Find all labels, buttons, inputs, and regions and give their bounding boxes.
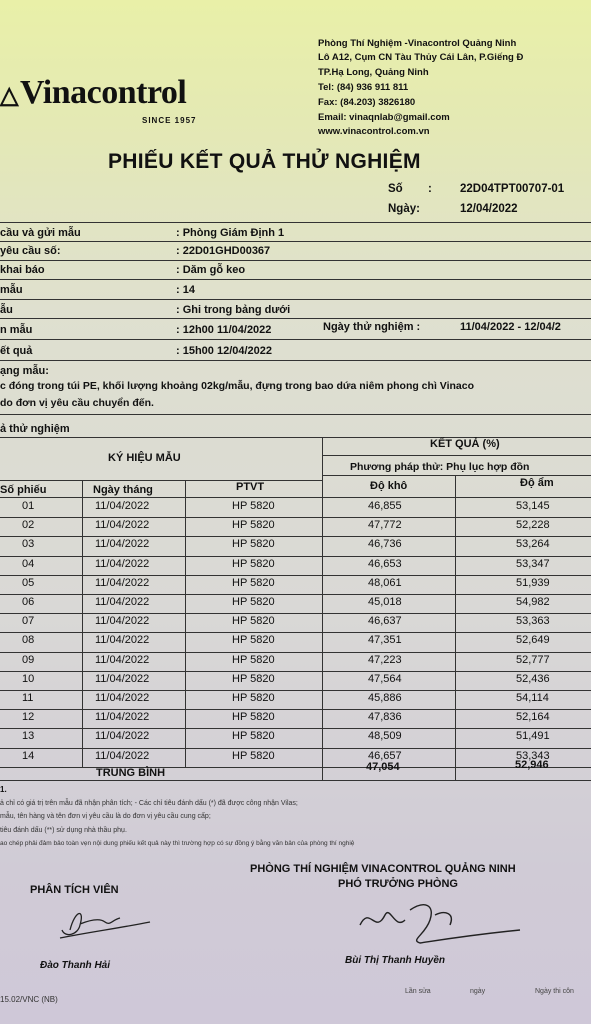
- contact-line: Lô A12, Cụm CN Tàu Thủy Cái Lân, P.Giếng Đ: [318, 52, 524, 63]
- info-label: ẫu: [0, 304, 13, 316]
- info-value: : 12h00 11/04/2022: [176, 324, 272, 336]
- col-so-phieu: Số phiếu: [0, 484, 47, 496]
- so-value: 22D04TPT00707-01: [460, 183, 565, 195]
- row-divider: [0, 690, 591, 691]
- col-divider: [82, 480, 83, 767]
- contact-line: Phòng Thí Nghiệm -Vinacontrol Quảng Ninh: [318, 38, 517, 49]
- table-cell: 53,264: [516, 538, 550, 551]
- contact-line: Email: vinaqnlab@gmail.com: [318, 112, 450, 123]
- avg-do-am: 52,946: [515, 759, 549, 771]
- row-divider: [0, 536, 591, 537]
- row-divider: [0, 748, 591, 749]
- table-cell: 46,855: [368, 500, 402, 512]
- table-cell: 12: [22, 711, 35, 724]
- avg-label: TRUNG BÌNH: [96, 767, 166, 779]
- divider: [0, 780, 591, 781]
- table-cell: 02: [22, 519, 35, 532]
- table-cell: 54,982: [516, 596, 550, 608]
- ngay-value: 12/04/2022: [460, 203, 518, 215]
- table-header-ketqua: KẾT QUẢ (%): [430, 438, 500, 450]
- footer-date: ngày: [470, 988, 486, 995]
- divider: [0, 767, 591, 768]
- table-cell: 51,491: [516, 730, 550, 743]
- avg-do-kho: 47,054: [366, 761, 400, 773]
- table-cell: 53,363: [516, 615, 550, 628]
- table-cell: HP 5820: [232, 500, 275, 512]
- info-value: : Ghi trong bảng dưới: [176, 304, 291, 316]
- table-cell: HP 5820: [232, 711, 275, 724]
- table-cell: HP 5820: [232, 692, 275, 704]
- ngay-label: Ngày:: [388, 203, 420, 215]
- note-line: tiêu đánh dấu (**) sử dụng nhà thầu phụ.: [0, 827, 127, 834]
- form-code: 15.02/VNC (NB): [0, 995, 58, 1004]
- table-cell: 11/04/2022: [95, 672, 150, 685]
- table-cell: 14: [22, 749, 35, 762]
- info-label: mẫu: [0, 284, 23, 296]
- divider: [0, 222, 591, 223]
- table-cell: 52,777: [516, 653, 550, 666]
- table-cell: 47,351: [368, 634, 402, 647]
- divider: [0, 241, 591, 242]
- contact-line: Tel: (84) 936 911 811: [318, 82, 409, 93]
- divider: [0, 480, 322, 481]
- divider: [0, 260, 591, 261]
- table-cell: 52,436: [516, 672, 550, 685]
- table-cell: 51,939: [516, 576, 550, 589]
- table-cell: 01: [22, 500, 35, 512]
- table-cell: 11/04/2022: [95, 576, 150, 589]
- table-cell: 53,347: [516, 557, 550, 570]
- logo-since: SINCE 1957: [142, 116, 197, 125]
- table-cell: 13: [22, 730, 35, 743]
- sample-state-text: c đóng trong túi PE, khối lượng khoảng 02kg/mẫu, đựng trong bao dứa niêm phong chì Vinaco: [0, 380, 475, 392]
- info-value: : 22D01GHD00367: [176, 245, 271, 257]
- row-divider: [0, 613, 591, 614]
- divider: [0, 414, 591, 415]
- table-cell: 11/04/2022: [95, 596, 150, 608]
- divider: [0, 497, 591, 498]
- notes-marker: 1.: [0, 785, 7, 794]
- table-cell: 47,836: [368, 711, 402, 724]
- table-cell: 52,649: [516, 634, 550, 647]
- table-cell: 11/04/2022: [95, 634, 150, 647]
- divider: [0, 360, 591, 361]
- so-label: Số: [388, 183, 403, 195]
- col-do-kho: Độ khô: [370, 480, 408, 492]
- table-cell: 46,657: [368, 749, 402, 762]
- table-cell: 45,886: [368, 692, 402, 704]
- table-method: Phương pháp thử: Phụ lục hợp đồn: [350, 461, 530, 473]
- table-cell: HP 5820: [232, 672, 275, 685]
- results-label: ả thử nghiệm: [0, 423, 70, 435]
- divider: [0, 339, 591, 340]
- table-cell: 05: [22, 576, 35, 589]
- deputy-name: Bùi Thị Thanh Huyền: [345, 955, 445, 966]
- col-do-am: Độ ẩm: [520, 477, 554, 489]
- note-line: ả chỉ có giá trị trên mẫu đã nhận phân tích; - Các chỉ tiêu đánh dấu (*) đã được công nhận Vilas;: [0, 800, 298, 807]
- analyst-signature-icon: [50, 900, 160, 945]
- table-cell: HP 5820: [232, 519, 275, 532]
- row-divider: [0, 575, 591, 576]
- table-cell: 11/04/2022: [95, 557, 150, 570]
- table-cell: HP 5820: [232, 653, 275, 666]
- table-cell: 11/04/2022: [95, 749, 150, 762]
- contact-line: www.vinacontrol.com.vn: [318, 126, 430, 137]
- info-value: : 14: [176, 284, 195, 296]
- contact-line: TP.Hạ Long, Quảng Ninh: [318, 67, 429, 78]
- table-cell: 04: [22, 557, 35, 570]
- divider: [0, 437, 591, 438]
- table-cell: 47,772: [368, 519, 402, 532]
- row-divider: [0, 671, 591, 672]
- table-cell: 11/04/2022: [95, 653, 150, 666]
- sample-state-label: ạng mẫu:: [0, 365, 49, 377]
- row-divider: [0, 556, 591, 557]
- colon: :: [428, 183, 432, 195]
- info-label: n mẫu: [0, 324, 33, 336]
- table-cell: 11/04/2022: [95, 519, 150, 532]
- table-cell: 06: [22, 596, 35, 608]
- table-cell: 46,637: [368, 615, 402, 628]
- table-cell: HP 5820: [232, 634, 275, 647]
- row-divider: [0, 652, 591, 653]
- divider: [322, 475, 591, 476]
- page-title: PHIẾU KẾT QUẢ THỬ NGHIỆM: [108, 150, 421, 173]
- table-cell: 48,509: [368, 730, 402, 743]
- table-cell: 03: [22, 538, 35, 551]
- footer-revision: Lần sửa: [405, 988, 431, 995]
- table-cell: HP 5820: [232, 557, 275, 570]
- col-divider: [185, 480, 186, 767]
- divider: [0, 279, 591, 280]
- table-cell: 45,018: [368, 596, 402, 608]
- table-cell: 11/04/2022: [95, 730, 150, 743]
- table-cell: 53,343: [516, 749, 550, 762]
- table-cell: 52,228: [516, 519, 550, 532]
- info-label: khai báo: [0, 264, 45, 276]
- table-cell: 11/04/2022: [95, 615, 150, 628]
- table-cell: 46,653: [368, 557, 402, 570]
- contact-line: Fax: (84.203) 3826180: [318, 97, 416, 108]
- col-ngay-thang: Ngày tháng: [93, 484, 153, 496]
- info-label: yêu cầu số:: [0, 245, 61, 257]
- col-ptvt: PTVT: [236, 481, 265, 493]
- table-cell: HP 5820: [232, 730, 275, 743]
- table-cell: HP 5820: [232, 615, 275, 628]
- table-cell: 08: [22, 634, 35, 647]
- table-cell: 10: [22, 672, 35, 685]
- sample-state-text: do đơn vị yêu cầu chuyển đến.: [0, 397, 154, 409]
- table-cell: 47,223: [368, 653, 402, 666]
- note-line: ao chép phải đảm bảo toàn vẹn nội dung phiếu kết quả này thì trường hợp có sự đồng ý bằng văn bản của phòng thí nghiệ: [0, 840, 355, 847]
- col-divider: [322, 437, 323, 780]
- table-cell: 11/04/2022: [95, 711, 150, 724]
- row-divider: [0, 594, 591, 595]
- col-divider: [455, 475, 456, 780]
- company-logo: △Vinacontrol: [0, 74, 187, 111]
- info-value: : Phòng Giám Định 1: [176, 227, 285, 239]
- table-cell: 54,114: [516, 692, 549, 704]
- analyst-name: Đào Thanh Hải: [40, 960, 111, 971]
- row-divider: [0, 709, 591, 710]
- table-cell: 09: [22, 653, 35, 666]
- lab-sign-title: PHÒNG THÍ NGHIỆM VINACONTROL QUẢNG NINH: [250, 863, 516, 875]
- company-name: Vinacontrol: [19, 74, 187, 111]
- table-cell: 48,061: [368, 576, 402, 589]
- test-date-value: 11/04/2022 - 12/04/2: [460, 321, 561, 333]
- row-divider: [0, 517, 591, 518]
- footer-effective: Ngày thi côn: [535, 988, 574, 995]
- table-cell: 11: [22, 692, 34, 704]
- row-divider: [0, 632, 591, 633]
- table-cell: 53,145: [516, 500, 550, 512]
- table-cell: HP 5820: [232, 538, 275, 551]
- table-cell: 46,736: [368, 538, 402, 551]
- deputy-signature-icon: [350, 895, 530, 950]
- divider: [0, 318, 591, 319]
- deputy-title: PHÓ TRƯỞNG PHÒNG: [338, 878, 458, 890]
- divider: [322, 455, 591, 456]
- table-cell: 11/04/2022: [95, 500, 150, 512]
- info-label: cầu và gửi mẫu: [0, 227, 81, 239]
- table-cell: HP 5820: [232, 576, 275, 589]
- info-value: : Dăm gỗ keo: [176, 264, 246, 276]
- table-cell: 47,564: [368, 672, 402, 685]
- table-cell: HP 5820: [232, 596, 275, 608]
- table-cell: 11/04/2022: [95, 538, 150, 551]
- divider: [0, 299, 591, 300]
- analyst-title: PHÂN TÍCH VIÊN: [30, 884, 119, 896]
- table-cell: 52,164: [516, 711, 550, 724]
- test-date-label: Ngày thử nghiệm :: [323, 321, 421, 333]
- table-cell: HP 5820: [232, 749, 275, 762]
- info-label: ết quả: [0, 345, 33, 357]
- table-cell: 11/04/2022: [95, 692, 150, 704]
- table-header-kyhieu: KÝ HIỆU MẪU: [108, 452, 181, 464]
- note-line: mẫu, tên hàng và tên đơn vị yêu cầu là do đơn vị yêu cầu cung cấp;: [0, 813, 211, 820]
- row-divider: [0, 728, 591, 729]
- info-value: : 15h00 12/04/2022: [176, 345, 273, 357]
- table-cell: 07: [22, 615, 35, 628]
